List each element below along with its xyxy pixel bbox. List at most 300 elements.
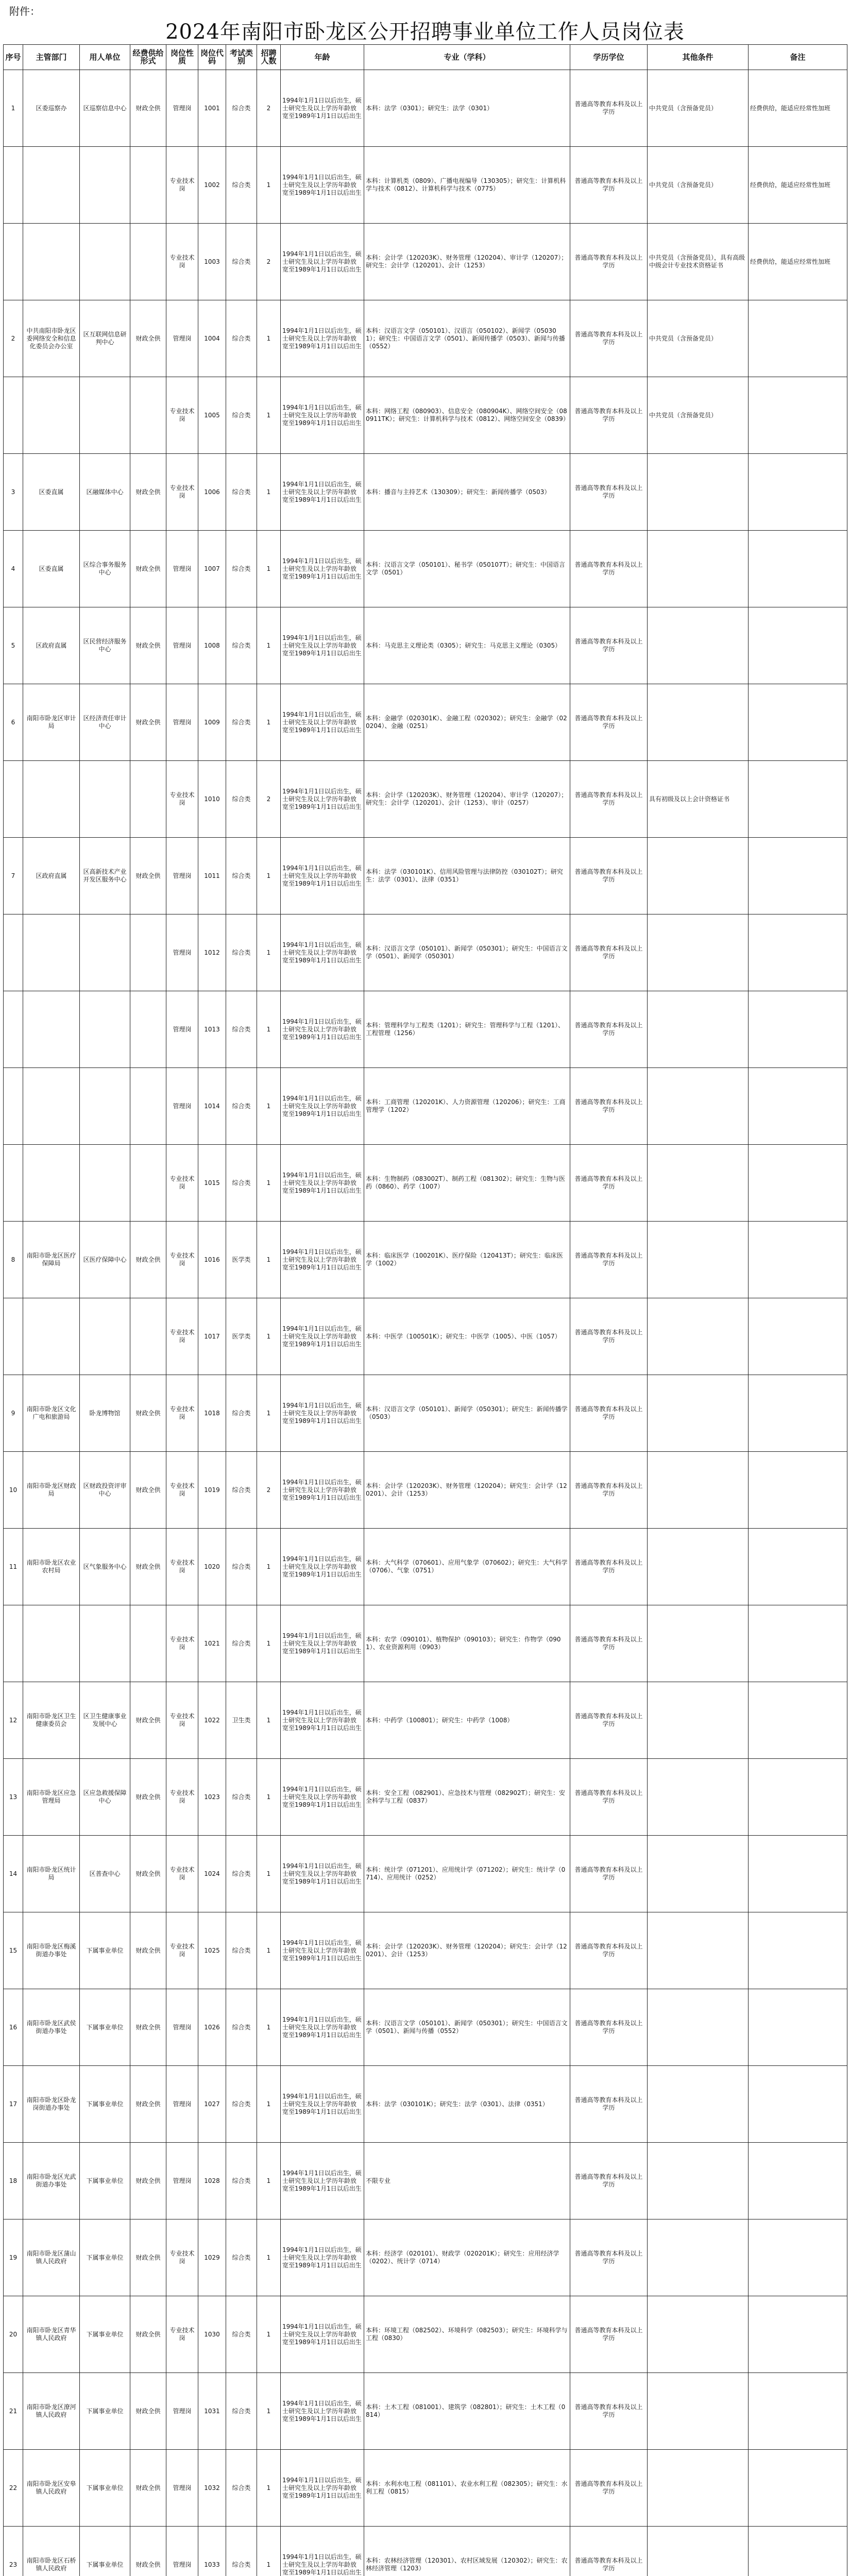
table-row <box>4 1759 847 1836</box>
cell-seq: 6 <box>4 684 23 761</box>
cell-age: 1994年1月1日以后出生，硕士研究生及以上学历年龄放宽至1989年1月1日以后出生 <box>281 914 364 991</box>
cell-edu: 普通高等教育本科及以上学历 <box>570 1605 648 1682</box>
cell-other <box>648 1068 749 1145</box>
table-row <box>4 2219 847 2296</box>
cell-fund: 财政全供 <box>130 684 166 761</box>
cell-fund <box>130 377 166 454</box>
table-row <box>4 1452 847 1529</box>
cell-unit: 区融媒体中心 <box>80 454 130 531</box>
cell-edu: 普通高等教育本科及以上学历 <box>570 1145 648 1222</box>
cell-nature: 专业技术岗 <box>166 761 198 838</box>
cell-major: 本科：农学（090101）、植物保护（090103）；研究生：作物学（0901）、农业资源利用（0903） <box>364 1605 570 1682</box>
cell-code: 1029 <box>198 2219 226 2296</box>
cell-other <box>648 607 749 684</box>
table-row <box>4 1989 847 2066</box>
cell-exam: 综合类 <box>226 2143 257 2219</box>
cell-unit: 区应急救援保障中心 <box>80 1759 130 1836</box>
cell-exam: 综合类 <box>226 607 257 684</box>
cell-fund: 财政全供 <box>130 2296 166 2373</box>
cell-age: 1994年1月1日以后出生，硕士研究生及以上学历年龄放宽至1989年1月1日以后出生 <box>281 991 364 1068</box>
cell-age: 1994年1月1日以后出生，硕士研究生及以上学历年龄放宽至1989年1月1日以后出生 <box>281 454 364 531</box>
cell-code: 1025 <box>198 1912 226 1989</box>
cell-code: 1005 <box>198 377 226 454</box>
cell-dept: 南阳市卧龙区卫生健康委员会 <box>23 1682 80 1759</box>
cell-dept: 南阳市卧龙区统计局 <box>23 1836 80 1912</box>
cell-other <box>648 1222 749 1298</box>
cell-unit: 区综合事务服务中心 <box>80 531 130 607</box>
cell-seq <box>4 147 23 224</box>
cell-age: 1994年1月1日以后出生，硕士研究生及以上学历年龄放宽至1989年1月1日以后出生 <box>281 1605 364 1682</box>
cell-note <box>749 454 847 531</box>
cell-seq: 13 <box>4 1759 23 1836</box>
cell-dept <box>23 377 80 454</box>
cell-other <box>648 838 749 914</box>
cell-unit: 区民营经济服务中心 <box>80 607 130 684</box>
cell-num: 1 <box>257 2296 281 2373</box>
cell-dept: 区委直属 <box>23 531 80 607</box>
cell-exam: 综合类 <box>226 2527 257 2576</box>
cell-dept: 南阳市卧龙区石桥镇人民政府 <box>23 2527 80 2576</box>
cell-fund: 财政全供 <box>130 2143 166 2219</box>
cell-code: 1032 <box>198 2450 226 2527</box>
cell-note: 经费供给，能适应经常性加班 <box>749 147 847 224</box>
cell-major: 本科：大气科学（070601）、应用气象学（070602）；研究生：大气科学（0706）、气象（0751） <box>364 1529 570 1605</box>
cell-age: 1994年1月1日以后出生，硕士研究生及以上学历年龄放宽至1989年1月1日以后出生 <box>281 761 364 838</box>
cell-seq: 7 <box>4 838 23 914</box>
cell-exam: 综合类 <box>226 2219 257 2296</box>
cell-note <box>749 1529 847 1605</box>
cell-exam: 综合类 <box>226 147 257 224</box>
cell-code: 1013 <box>198 991 226 1068</box>
cell-other <box>648 1529 749 1605</box>
cell-num: 1 <box>257 684 281 761</box>
cell-nature: 管理岗 <box>166 300 198 377</box>
cell-num: 1 <box>257 1836 281 1912</box>
cell-edu: 普通高等教育本科及以上学历 <box>570 147 648 224</box>
cell-fund: 财政全供 <box>130 1222 166 1298</box>
table-row <box>4 1298 847 1375</box>
cell-exam: 综合类 <box>226 2296 257 2373</box>
cell-code: 1016 <box>198 1222 226 1298</box>
cell-num: 1 <box>257 2527 281 2576</box>
cell-fund <box>130 147 166 224</box>
cell-age: 1994年1月1日以后出生，硕士研究生及以上学历年龄放宽至1989年1月1日以后出生 <box>281 607 364 684</box>
cell-fund: 财政全供 <box>130 1759 166 1836</box>
cell-exam: 综合类 <box>226 2373 257 2450</box>
cell-other <box>648 1989 749 2066</box>
cell-num: 1 <box>257 147 281 224</box>
cell-unit: 下属事业单位 <box>80 2296 130 2373</box>
cell-code: 1020 <box>198 1529 226 1605</box>
cell-num: 1 <box>257 1989 281 2066</box>
cell-nature: 专业技术岗 <box>166 1529 198 1605</box>
cell-unit <box>80 761 130 838</box>
cell-seq: 8 <box>4 1222 23 1298</box>
cell-exam: 综合类 <box>226 2066 257 2143</box>
cell-other <box>648 1912 749 1989</box>
cell-edu: 普通高等教育本科及以上学历 <box>570 70 648 147</box>
column-header: 岗位性质 <box>166 45 198 70</box>
cell-other: 中共党员（含预备党员） <box>648 70 749 147</box>
table-row <box>4 684 847 761</box>
cell-code: 1028 <box>198 2143 226 2219</box>
cell-num: 2 <box>257 1452 281 1529</box>
cell-note <box>749 1068 847 1145</box>
cell-note <box>749 2066 847 2143</box>
cell-code: 1031 <box>198 2373 226 2450</box>
cell-nature: 专业技术岗 <box>166 1605 198 1682</box>
cell-seq <box>4 1298 23 1375</box>
cell-major: 本科：会计学（120203K）、财务管理（120204）、审计学（120207）；研究生：会计学（120201）、会计（1253）、审计（0257） <box>364 761 570 838</box>
cell-age: 1994年1月1日以后出生，硕士研究生及以上学历年龄放宽至1989年1月1日以后出生 <box>281 1912 364 1989</box>
cell-seq: 22 <box>4 2450 23 2527</box>
table-row <box>4 377 847 454</box>
cell-num: 1 <box>257 838 281 914</box>
cell-edu: 普通高等教育本科及以上学历 <box>570 914 648 991</box>
cell-code: 1003 <box>198 224 226 300</box>
cell-edu: 普通高等教育本科及以上学历 <box>570 300 648 377</box>
cell-exam: 医学类 <box>226 1298 257 1375</box>
cell-dept: 南阳市卧龙区应急管理局 <box>23 1759 80 1836</box>
cell-nature: 专业技术岗 <box>166 2219 198 2296</box>
cell-note <box>749 607 847 684</box>
cell-code: 1011 <box>198 838 226 914</box>
cell-code: 1012 <box>198 914 226 991</box>
cell-note <box>749 300 847 377</box>
cell-nature: 管理岗 <box>166 607 198 684</box>
cell-note <box>749 377 847 454</box>
cell-age: 1994年1月1日以后出生，硕士研究生及以上学历年龄放宽至1989年1月1日以后出生 <box>281 1989 364 2066</box>
cell-unit: 下属事业单位 <box>80 2527 130 2576</box>
cell-unit: 下属事业单位 <box>80 1989 130 2066</box>
cell-exam: 综合类 <box>226 1605 257 1682</box>
cell-age: 1994年1月1日以后出生，硕士研究生及以上学历年龄放宽至1989年1月1日以后出生 <box>281 2373 364 2450</box>
column-header: 用人单位 <box>80 45 130 70</box>
cell-other: 中共党员（含预备党员），具有高级中级会计专业技术资格证书 <box>648 224 749 300</box>
cell-major: 本科：环境工程（082502）、环境科学（082503）；研究生：环境科学与工程（0830） <box>364 2296 570 2373</box>
cell-fund: 财政全供 <box>130 2373 166 2450</box>
cell-exam: 综合类 <box>226 1068 257 1145</box>
cell-age: 1994年1月1日以后出生，硕士研究生及以上学历年龄放宽至1989年1月1日以后出生 <box>281 2066 364 2143</box>
cell-exam: 综合类 <box>226 531 257 607</box>
attachment-label: 附件： <box>9 5 40 18</box>
cell-fund <box>130 1068 166 1145</box>
cell-num: 1 <box>257 1605 281 1682</box>
cell-code: 1030 <box>198 2296 226 2373</box>
cell-dept: 区委巡察办 <box>23 70 80 147</box>
cell-major: 本科：汉语言文学（050101）、新闻学（050301）；研究生：中国语言文学（0501）、新闻与传播（0552） <box>364 1989 570 2066</box>
cell-seq: 15 <box>4 1912 23 1989</box>
cell-major: 本科：土木工程（081001）、建筑学（082801）；研究生：土木工程（0814） <box>364 2373 570 2450</box>
cell-seq: 12 <box>4 1682 23 1759</box>
column-header: 招聘人数 <box>257 45 281 70</box>
cell-dept <box>23 914 80 991</box>
table-row <box>4 300 847 377</box>
cell-nature: 管理岗 <box>166 2143 198 2219</box>
cell-dept: 南阳市卧龙区梅溪街道办事处 <box>23 1912 80 1989</box>
cell-num: 1 <box>257 1145 281 1222</box>
cell-edu: 普通高等教育本科及以上学历 <box>570 2296 648 2373</box>
column-header: 其他条件 <box>648 45 749 70</box>
cell-code: 1010 <box>198 761 226 838</box>
cell-nature: 管理岗 <box>166 991 198 1068</box>
cell-fund: 财政全供 <box>130 1989 166 2066</box>
cell-edu: 普通高等教育本科及以上学历 <box>570 684 648 761</box>
cell-code: 1024 <box>198 1836 226 1912</box>
table-row <box>4 1605 847 1682</box>
cell-major: 本科：法学（030101K）、信用风险管理与法律防控（030102T）；研究生：法学（0301）、法律（0351） <box>364 838 570 914</box>
cell-edu: 普通高等教育本科及以上学历 <box>570 531 648 607</box>
page-title: 2024年南阳市卧龙区公开招聘事业单位工作人员岗位表 <box>165 20 685 44</box>
cell-age: 1994年1月1日以后出生，硕士研究生及以上学历年龄放宽至1989年1月1日以后出生 <box>281 2527 364 2576</box>
cell-nature: 管理岗 <box>166 2373 198 2450</box>
cell-seq: 1 <box>4 70 23 147</box>
cell-major: 本科：经济学（020101）、财政学（020201K）；研究生：应用经济学（0202）、统计学（0714） <box>364 2219 570 2296</box>
table-row <box>4 2066 847 2143</box>
cell-major: 本科：金融学（020301K）、金融工程（020302）；研究生：金融学（020204）、金融（0251） <box>364 684 570 761</box>
cell-num: 1 <box>257 914 281 991</box>
cell-note <box>749 1145 847 1222</box>
cell-nature: 管理岗 <box>166 2066 198 2143</box>
cell-fund: 财政全供 <box>130 607 166 684</box>
cell-fund: 财政全供 <box>130 1912 166 1989</box>
cell-edu: 普通高等教育本科及以上学历 <box>570 1989 648 2066</box>
cell-exam: 综合类 <box>226 838 257 914</box>
cell-nature: 专业技术岗 <box>166 1759 198 1836</box>
cell-major: 本科：汉语言文学（050101）、新闻学（050301）；研究生：中国语言文学（0501）、新闻学（050301） <box>364 914 570 991</box>
cell-nature: 专业技术岗 <box>166 454 198 531</box>
table-row <box>4 1145 847 1222</box>
cell-note <box>749 991 847 1068</box>
cell-age: 1994年1月1日以后出生，硕士研究生及以上学历年龄放宽至1989年1月1日以后出生 <box>281 300 364 377</box>
cell-other: 中共党员（含预备党员） <box>648 147 749 224</box>
table-row <box>4 914 847 991</box>
cell-note <box>749 1682 847 1759</box>
cell-major: 本科：生物制药（083002T）、制药工程（081302）；研究生：生物与医药（0860）、药学（1007） <box>364 1145 570 1222</box>
cell-dept: 南阳市卧龙区医疗保障局 <box>23 1222 80 1298</box>
cell-unit <box>80 1298 130 1375</box>
cell-exam: 卫生类 <box>226 1682 257 1759</box>
cell-num: 1 <box>257 1682 281 1759</box>
cell-nature: 管理岗 <box>166 914 198 991</box>
cell-num: 1 <box>257 1298 281 1375</box>
cell-note <box>749 1298 847 1375</box>
cell-code: 1006 <box>198 454 226 531</box>
table-row <box>4 1529 847 1605</box>
cell-unit: 区普查中心 <box>80 1836 130 1912</box>
cell-major: 本科：临床医学（100201K）、医疗保险（120413T）；研究生：临床医学（1002） <box>364 1222 570 1298</box>
cell-note <box>749 1375 847 1452</box>
column-header: 序号 <box>4 45 23 70</box>
cell-note <box>749 761 847 838</box>
cell-seq: 3 <box>4 454 23 531</box>
cell-seq <box>4 914 23 991</box>
cell-num: 1 <box>257 2143 281 2219</box>
cell-fund: 财政全供 <box>130 1375 166 1452</box>
cell-num: 1 <box>257 1529 281 1605</box>
cell-age: 1994年1月1日以后出生，硕士研究生及以上学历年龄放宽至1989年1月1日以后出生 <box>281 684 364 761</box>
cell-nature: 管理岗 <box>166 1068 198 1145</box>
cell-code: 1004 <box>198 300 226 377</box>
table-row <box>4 2296 847 2373</box>
table-row <box>4 454 847 531</box>
cell-note <box>749 1912 847 1989</box>
cell-major: 本科：汉语言文学（050101）、秘书学（050107T）；研究生：中国语言文学（0501） <box>364 531 570 607</box>
table-row <box>4 1836 847 1912</box>
cell-note <box>749 2143 847 2219</box>
cell-other <box>648 2527 749 2576</box>
cell-unit <box>80 1145 130 1222</box>
cell-fund: 财政全供 <box>130 70 166 147</box>
cell-fund: 财政全供 <box>130 1452 166 1529</box>
cell-seq: 16 <box>4 1989 23 2066</box>
cell-other: 中共党员（含预备党员） <box>648 300 749 377</box>
cell-code: 1021 <box>198 1605 226 1682</box>
cell-exam: 综合类 <box>226 224 257 300</box>
cell-age: 1994年1月1日以后出生，硕士研究生及以上学历年龄放宽至1989年1月1日以后出生 <box>281 2219 364 2296</box>
cell-unit: 区医疗保障中心 <box>80 1222 130 1298</box>
cell-unit: 下属事业单位 <box>80 2450 130 2527</box>
cell-num: 1 <box>257 1759 281 1836</box>
cell-num: 2 <box>257 761 281 838</box>
cell-seq: 5 <box>4 607 23 684</box>
column-header: 专业（学科） <box>364 45 570 70</box>
cell-dept: 南阳市卧龙区武侯街道办事处 <box>23 1989 80 2066</box>
cell-num: 1 <box>257 2373 281 2450</box>
cell-fund: 财政全供 <box>130 838 166 914</box>
cell-age: 1994年1月1日以后出生，硕士研究生及以上学历年龄放宽至1989年1月1日以后出生 <box>281 1375 364 1452</box>
cell-dept: 南阳市卧龙区审计局 <box>23 684 80 761</box>
cell-age: 1994年1月1日以后出生，硕士研究生及以上学历年龄放宽至1989年1月1日以后出生 <box>281 838 364 914</box>
cell-age: 1994年1月1日以后出生，硕士研究生及以上学历年龄放宽至1989年1月1日以后出生 <box>281 2296 364 2373</box>
cell-nature: 专业技术岗 <box>166 2296 198 2373</box>
cell-other <box>648 1605 749 1682</box>
cell-edu: 普通高等教育本科及以上学历 <box>570 1375 648 1452</box>
cell-age: 1994年1月1日以后出生，硕士研究生及以上学历年龄放宽至1989年1月1日以后出生 <box>281 1298 364 1375</box>
cell-other <box>648 991 749 1068</box>
cell-nature: 管理岗 <box>166 2450 198 2527</box>
cell-other <box>648 1682 749 1759</box>
cell-nature: 专业技术岗 <box>166 1912 198 1989</box>
cell-num: 1 <box>257 1222 281 1298</box>
cell-major: 本科：法学（0301）；研究生：法学（0301） <box>364 70 570 147</box>
cell-nature: 管理岗 <box>166 531 198 607</box>
cell-major: 本科：会计学（120203K）、财务管理（120204）、审计学（120207）；研究生：会计学（120201）、会计（1253） <box>364 224 570 300</box>
cell-fund: 财政全供 <box>130 454 166 531</box>
table-row <box>4 1682 847 1759</box>
cell-nature: 专业技术岗 <box>166 1298 198 1375</box>
cell-age: 1994年1月1日以后出生，硕士研究生及以上学历年龄放宽至1989年1月1日以后出生 <box>281 2450 364 2527</box>
cell-exam: 综合类 <box>226 454 257 531</box>
cell-exam: 医学类 <box>226 1222 257 1298</box>
table-row <box>4 2450 847 2527</box>
cell-exam: 综合类 <box>226 914 257 991</box>
cell-unit <box>80 377 130 454</box>
cell-fund <box>130 1145 166 1222</box>
cell-edu: 普通高等教育本科及以上学历 <box>570 1836 648 1912</box>
cell-fund: 财政全供 <box>130 2219 166 2296</box>
cell-code: 1027 <box>198 2066 226 2143</box>
cell-seq: 2 <box>4 300 23 377</box>
position-table-wrapper <box>3 44 847 2576</box>
cell-nature: 专业技术岗 <box>166 224 198 300</box>
cell-edu: 普通高等教育本科及以上学历 <box>570 1759 648 1836</box>
cell-major: 本科：计算机类（0809）、广播电视编导（130305）；研究生：计算机科学与技术（0812）、计算机科学与技术（0775） <box>364 147 570 224</box>
cell-code: 1017 <box>198 1298 226 1375</box>
cell-num: 1 <box>257 607 281 684</box>
column-header: 主管部门 <box>23 45 80 70</box>
cell-note: 经费供给，能适应经常性加班 <box>749 224 847 300</box>
cell-edu: 普通高等教育本科及以上学历 <box>570 2527 648 2576</box>
cell-exam: 综合类 <box>226 1452 257 1529</box>
cell-edu: 普通高等教育本科及以上学历 <box>570 224 648 300</box>
cell-other <box>648 2296 749 2373</box>
cell-unit: 区财政投资评审中心 <box>80 1452 130 1529</box>
column-header: 年龄 <box>281 45 364 70</box>
cell-seq: 20 <box>4 2296 23 2373</box>
cell-dept: 区委直属 <box>23 454 80 531</box>
table-row <box>4 531 847 607</box>
cell-dept: 南阳市卧龙区文化广电和旅游局 <box>23 1375 80 1452</box>
table-row <box>4 70 847 147</box>
cell-edu: 普通高等教育本科及以上学历 <box>570 2450 648 2527</box>
cell-note <box>749 531 847 607</box>
cell-exam: 综合类 <box>226 377 257 454</box>
cell-unit <box>80 914 130 991</box>
cell-fund: 财政全供 <box>130 2527 166 2576</box>
cell-num: 1 <box>257 1068 281 1145</box>
table-row <box>4 1222 847 1298</box>
column-header: 考试类别 <box>226 45 257 70</box>
table-row <box>4 2527 847 2576</box>
table-row <box>4 1375 847 1452</box>
cell-code: 1015 <box>198 1145 226 1222</box>
cell-major: 本科：播音与主持艺术（130309）；研究生：新闻传播学（0503） <box>364 454 570 531</box>
cell-unit: 下属事业单位 <box>80 1912 130 1989</box>
cell-exam: 综合类 <box>226 1759 257 1836</box>
cell-dept <box>23 1605 80 1682</box>
cell-note <box>749 1452 847 1529</box>
cell-note <box>749 1605 847 1682</box>
cell-major: 本科：会计学（120203K）、财务管理（120204）；研究生：会计学（120201）、会计（1253） <box>364 1912 570 1989</box>
cell-note <box>749 1989 847 2066</box>
cell-fund <box>130 1298 166 1375</box>
cell-age: 1994年1月1日以后出生，硕士研究生及以上学历年龄放宽至1989年1月1日以后出生 <box>281 70 364 147</box>
cell-unit <box>80 991 130 1068</box>
cell-other <box>648 2373 749 2450</box>
cell-age: 1994年1月1日以后出生，硕士研究生及以上学历年龄放宽至1989年1月1日以后出生 <box>281 1529 364 1605</box>
cell-age: 1994年1月1日以后出生，硕士研究生及以上学历年龄放宽至1989年1月1日以后出生 <box>281 1222 364 1298</box>
table-row <box>4 147 847 224</box>
cell-edu: 普通高等教育本科及以上学历 <box>570 2373 648 2450</box>
table-row <box>4 838 847 914</box>
cell-unit: 卧龙博物馆 <box>80 1375 130 1452</box>
cell-seq <box>4 761 23 838</box>
cell-note <box>749 1222 847 1298</box>
cell-nature: 专业技术岗 <box>166 1222 198 1298</box>
cell-major: 本科：中药学（100801）；研究生：中药学（1008） <box>364 1682 570 1759</box>
cell-code: 1019 <box>198 1452 226 1529</box>
cell-age: 1994年1月1日以后出生，硕士研究生及以上学历年龄放宽至1989年1月1日以后出生 <box>281 1145 364 1222</box>
cell-code: 1018 <box>198 1375 226 1452</box>
cell-fund <box>130 1605 166 1682</box>
cell-num: 2 <box>257 224 281 300</box>
cell-note <box>749 1759 847 1836</box>
cell-exam: 综合类 <box>226 1145 257 1222</box>
cell-seq <box>4 224 23 300</box>
cell-other <box>648 1375 749 1452</box>
cell-fund <box>130 761 166 838</box>
